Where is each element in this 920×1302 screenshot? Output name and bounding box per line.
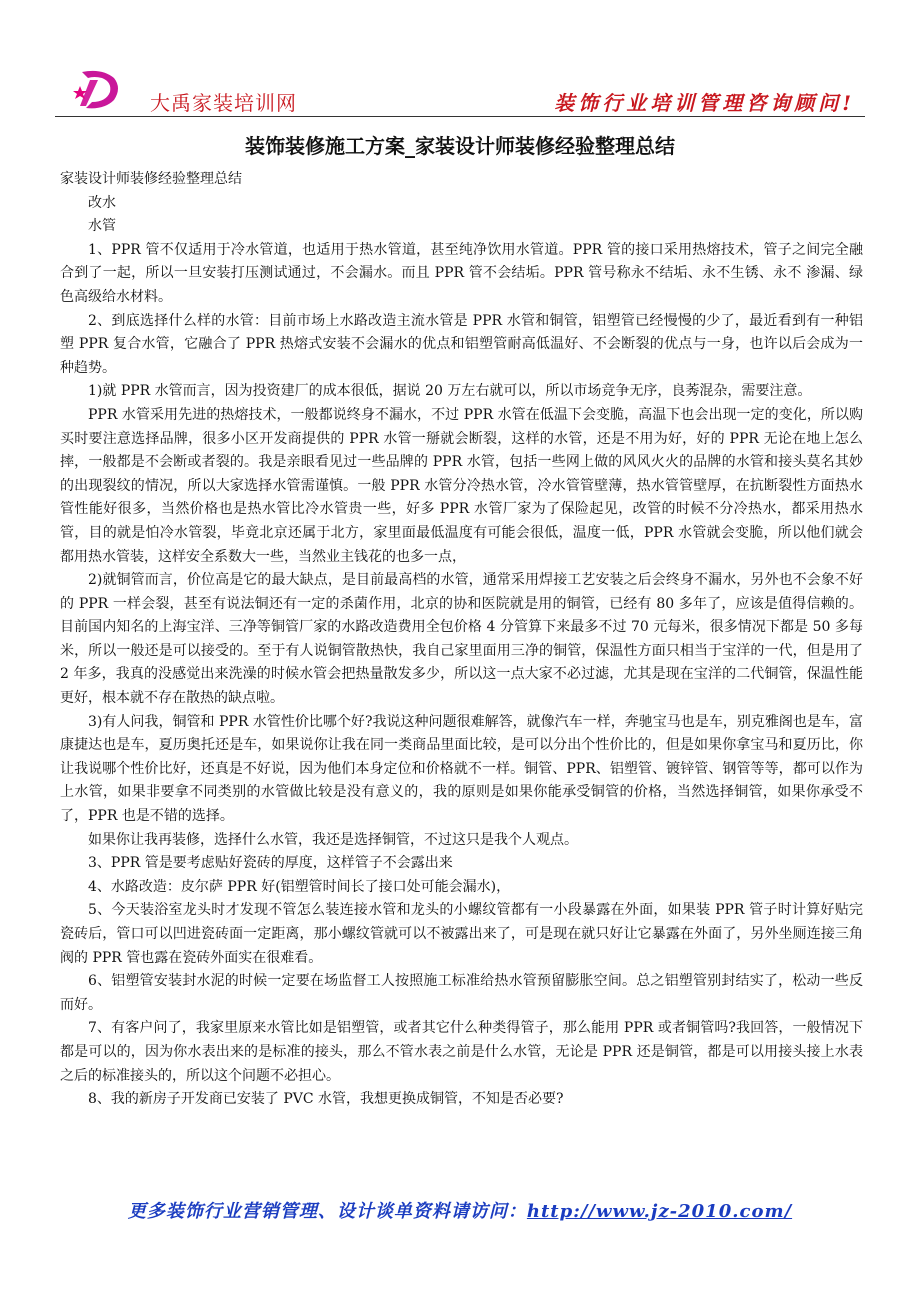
paragraph: 3)有人问我，铜管和 PPR 水管性价比哪个好?我说这种问题很难解答，就像汽车一样，奔驰宝马也是车，别克雅阁也是车，富康捷达也是车，夏历奥托还是车，如果说你让我在同一类商品里面比较，是可以分出个性价比的，但是如果你拿宝马和夏历比，你让我说哪个性价比好，还真是不好说，因为他们本身定位和价格就不一样。铜管、PPR、铝塑管、镀锌管、钢管等等，都可以作为上水管，如果非要拿不同类别的水管做比较是没有意义的，我的原则是如果你能承受铜管的价格，当然选择铜管，如果你承受不了，PPR 也是不错的选择。	[60, 713, 863, 825]
paragraph: 7、有客户问了，我家里原来水管比如是铝塑管，或者其它什么种类得管子，那么能用 PPR 或者铜管吗?我回答，一般情况下都是可以的，因为你水表出来的是标准的接头，那么不管水表之前是什么水管，无论是 PPR 还是铜管，都是可以用接头接上水表之后的标准接头的，所以这个问题不必担心。	[60, 1020, 863, 1084]
paragraph: 1)就 PPR 水管而言，因为投资建厂的成本很低，据说 20 万左右就可以，所以市场竞争无序，良莠混杂，需要注意。	[88, 383, 812, 400]
footer-link[interactable]: http://www.jz-2010.com/	[526, 1201, 793, 1222]
paragraph: 6、铝塑管安装封水泥的时候一定要在场监督工人按照施工标准给热水管预留膨胀空间。总之铝塑管别封结实了，松动一些反而好。	[60, 973, 863, 1013]
site-name: 大禹家装培训网	[150, 91, 297, 115]
page-footer	[0, 1197, 920, 1223]
paragraph: 3、PPR 管是要考虑贴好瓷砖的厚度，这样管子不会露出来	[88, 855, 453, 872]
paragraph: 如果你让我再装修，选择什么水管，我还是选择铜管，不过这只是我个人观点。	[88, 831, 578, 848]
letter-d-star-logo	[72, 66, 122, 112]
paragraph: 8、我的新房子开发商已安装了 PVC 水管，我想更换成铜管，不知是否必要?	[88, 1091, 564, 1108]
paragraph: PPR 水管采用先进的热熔技术，一般都说终身不漏水，不过 PPR 水管在低温下会变脆，高温下也会出现一定的变化，所以购买时要注意选择品牌，很多小区开发商提供的 PPR 水管一掰就会断裂，这样的水管，还是不用为好，好的 PPR 无论在地上怎么摔，一般都是不会断或者裂的。我是亲眼看见过一些品牌的 PPR 水管，包括一些网上做的风风火火的品牌的水管和接头莫名其妙的出现裂纹的情况，所以大家选择水管需谨慎。一般 PPR 水管分冷热水管，冷水管管壁薄，热水管管壁厚，在抗断裂性方面热水管性能好很多，当然价格也是热水管比冷水管贵一些，好多 PPR 水管厂家为了保险起见，改管的时候不分冷热水，都采用热水管，目的就是怕冷水管裂，毕竟北京还属于北方，家里面最低温度有可能会很低，温度一低，PPR 水管就会变脆，所以他们就会都用热水管装，这样安全系数大一些，当然业主钱花的也多一点，	[60, 406, 863, 565]
paragraph: 5、今天装浴室龙头时才发现不管怎么装连接水管和龙头的小螺纹管都有一小段暴露在外面，如果装 PPR 管子时计算好贴完瓷砖后，管口可以凹进瓷砖面一定距离，那小螺纹管就可以不被露出来了，可是现在就只好让它暴露在外面了，另外坐厕连接三角阀的 PPR 管也露在瓷砖外面实在很难看。	[60, 902, 863, 966]
section-subheading: 水管	[88, 218, 116, 235]
section-heading: 改水	[88, 194, 116, 211]
paragraph: 2)就铜管而言，价位高是它的最大缺点，是目前最高档的水管，通常采用焊接工艺安装之后会终身不漏水，另外也不会象不好的 PPR 一样会裂，甚至有说法铜还有一定的杀菌作用，北京的协和医院就是用的铜管，已经有 80 多年了，应该是值得信赖的。目前国内知名的上海宝洋、三净等铜管厂家的水路改造费用全包价格 4 分管算下来最多不过 70 元每米，很多情况下都是 50 多每米，所以一般还是可以接受的。至于有人说铜管散热快，我自己家里面用三净的铜管，保温性方面只相当于宝洋的一代，但是用了 2 年多，我真的没感觉出来洗澡的时候水管会把热量散发多少，所以这一点大家不必过滤，尤其是现在宝洋的二代铜管，保温性能更好，根本就不存在散热的缺点啦。	[60, 572, 863, 707]
document-body	[60, 168, 863, 1112]
paragraph: 2、到底选择什么样的水管：目前市场上水路改造主流水管是 PPR 水管和铜管，铝塑管已经慢慢的少了，最近看到有一种铝塑 PPR 复合水管，它融合了 PPR 热熔式安装不会漏水的优点和铝塑管耐高低温好、不会断裂的优点与一身，也许以后会成为一种趋势。	[60, 312, 863, 376]
header-slogan: 装饰行业培训管理咨询顾问!	[554, 91, 855, 115]
paragraph: 1、PPR 管不仅适用于冷水管道，也适用于热水管道，甚至纯净饮用水管道。PPR 管的接口采用热熔技术，管子之间完全融合到了一起，所以一旦安装打压测试通过，不会漏水。而且 PPR 管不会结垢。PPR 管号称永不结垢、永不生锈、永不 渗漏、绿色高级给水材料。	[60, 241, 863, 305]
document-title: 装饰装修施工方案_家装设计师装修经验整理总结	[245, 134, 675, 158]
intro-heading: 家装设计师装修经验整理总结	[60, 171, 242, 187]
page-header	[55, 62, 865, 118]
header-divider	[55, 116, 865, 117]
footer-text: 更多装饰行业营销管理、设计谈单资料请访问：	[127, 1201, 527, 1222]
paragraph: 4、水路改造：皮尔萨 PPR 好(铝塑管时间长了接口处可能会漏水)，	[88, 878, 511, 895]
